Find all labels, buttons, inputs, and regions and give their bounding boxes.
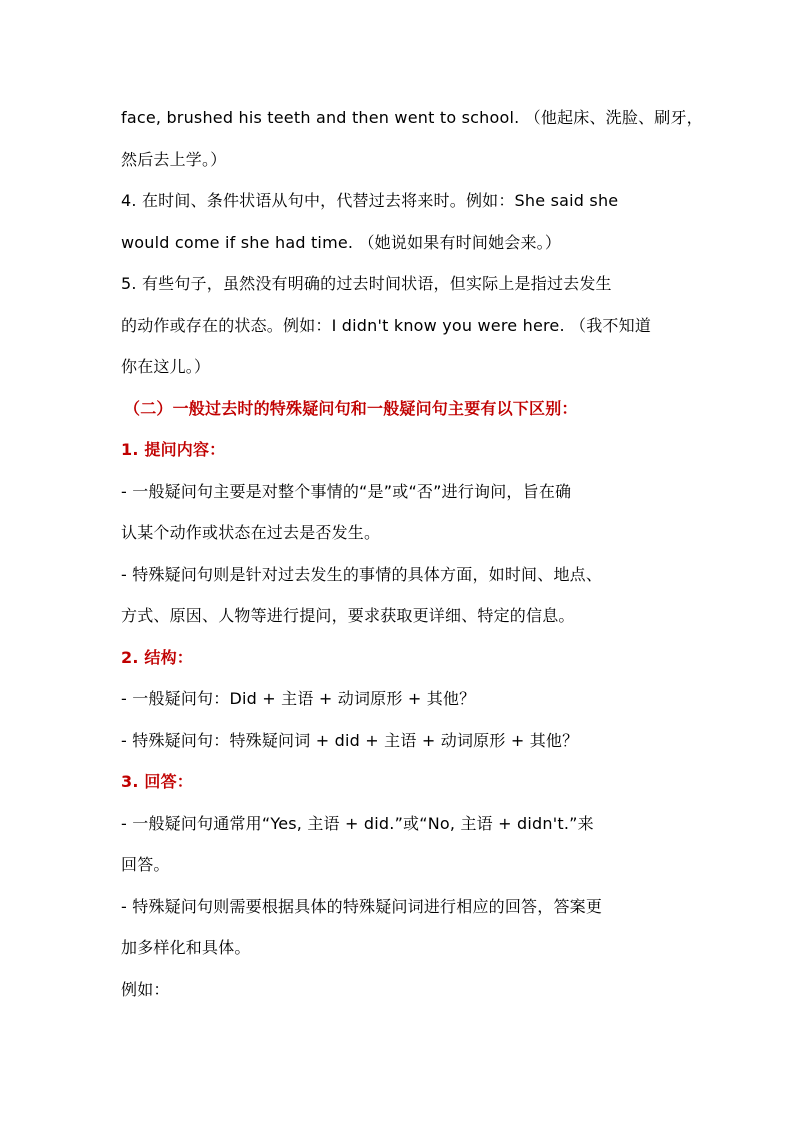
body-text-line: - 特殊疑问句则是针对过去发生的事情的具体方面，如时间、地点、 (121, 564, 603, 584)
body-text-line: 4. 在时间、条件状语从句中，代替过去将来时。例如：She said she (121, 191, 619, 210)
body-text-line: 的动作或存在的状态。例如：I didn't know you were here. （我不知道 (121, 315, 652, 335)
body-text-line: - 特殊疑问句则需要根据具体的特殊疑问词进行相应的回答，答案更 (121, 896, 603, 916)
subsection-heading-answer: 3. 回答： (121, 772, 193, 791)
subsection-heading-structure: 2. 结构： (121, 647, 193, 667)
body-text-line: - 特殊疑问句：特殊疑问词 + did + 主语 + 动词原形 + 其他？ (121, 730, 579, 750)
document-page (121, 101, 703, 1014)
body-text-line: - 一般疑问句主要是对整个事情的“是”或“否”进行询问，旨在确 (121, 481, 572, 501)
subsection-heading-question-content: 1. 提问内容： (121, 440, 226, 459)
body-text-line: 5. 有些句子，虽然没有明确的过去时间状语，但实际上是指过去发生 (121, 274, 612, 293)
body-text-line: 例如： (121, 979, 170, 999)
body-text-line: would come if she had time. （她说如果有时间她会来。） (121, 232, 562, 252)
body-text-line: 方式、原因、人物等进行提问，要求获取更详细、特定的信息。 (121, 606, 575, 625)
body-text-line: 回答。 (121, 855, 170, 874)
body-text-line: 你在这儿。） (121, 357, 211, 376)
body-text-line: - 一般疑问句通常用“Yes, 主语 + did.”或“No, 主语 + didn't.”来 (121, 813, 594, 833)
body-text-line: 认某个动作或状态在过去是否发生。 (121, 523, 381, 542)
body-text-line: face, brushed his teeth and then went to school. （他起床、洗脸、刷牙， (121, 108, 703, 127)
body-text-line: 然后去上学。） (121, 149, 227, 169)
section-heading: （二）一般过去时的特殊疑问句和一般疑问句主要有以下区别： (124, 398, 578, 418)
body-text-line: 加多样化和具体。 (121, 938, 251, 957)
body-text-line: - 一般疑问句：Did + 主语 + 动词原形 + 其他？ (121, 689, 476, 708)
